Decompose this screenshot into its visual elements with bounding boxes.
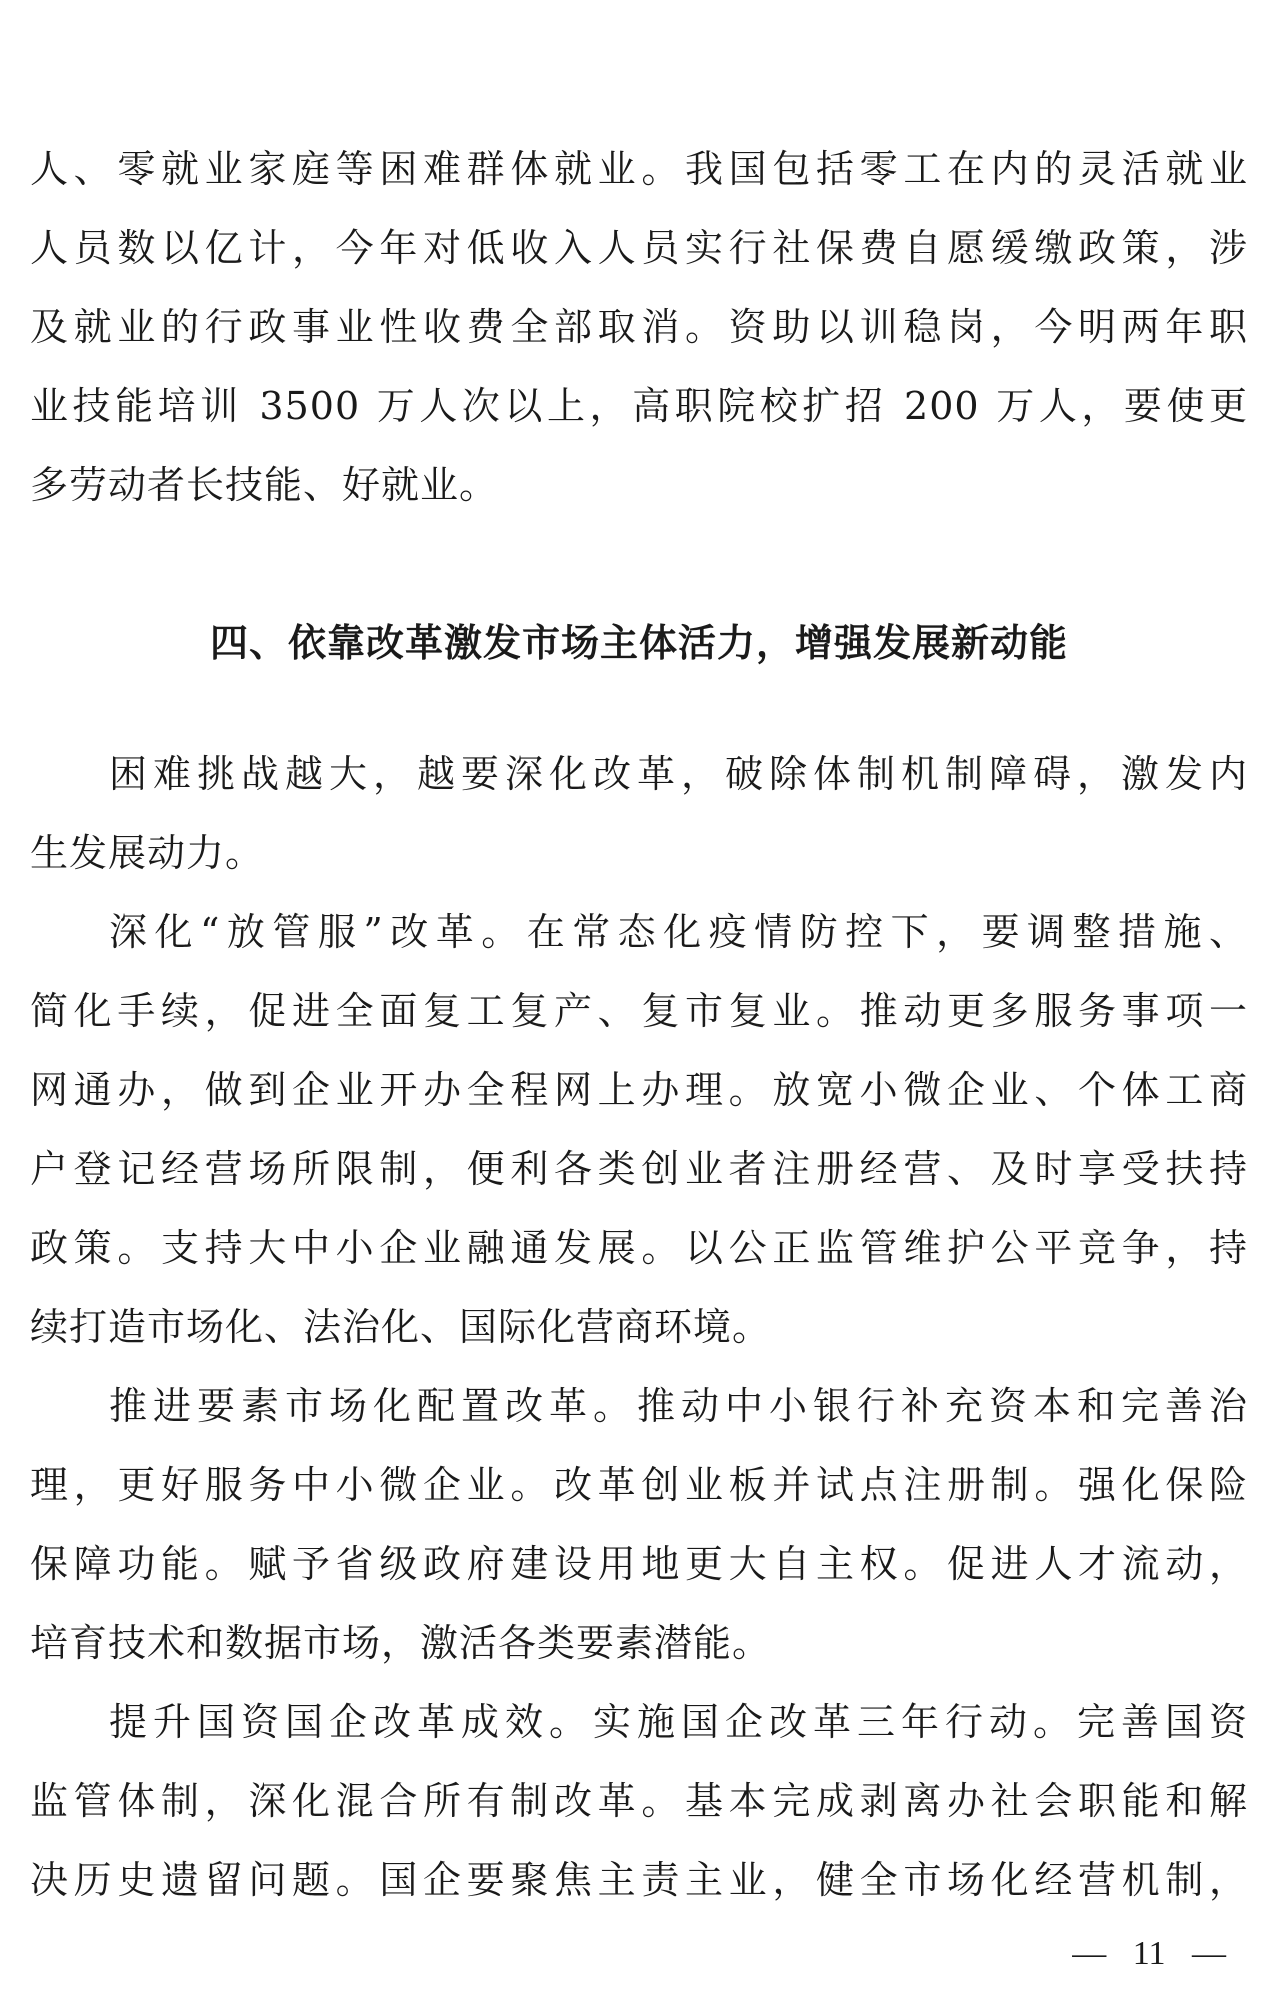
text-line: 决历史遗留问题。国企要聚焦主责主业，健全市场化经营机制， [30, 1858, 1248, 1902]
text-line: 网通办，做到企业开办全程网上办理。放宽小微企业、个体工商 [30, 1068, 1248, 1112]
page-number: 11 [1132, 1935, 1166, 1972]
paragraph-soe-reform [30, 1683, 1248, 1920]
footer-dash-right: — [1192, 1935, 1226, 1972]
text-line: 推进要素市场化配置改革。推动中小银行补充资本和完善治 [109, 1384, 1248, 1428]
paragraph-employment-continued [30, 130, 1248, 525]
text-line: 及就业的行政事业性收费全部取消。资助以训稳岗，今明两年职 [30, 305, 1248, 349]
text-line: 保障功能。赋予省级政府建设用地更大自主权。促进人才流动， [30, 1542, 1248, 1586]
section-heading: 四、依靠改革激发市场主体活力，增强发展新动能 [209, 621, 1068, 665]
paragraph-fangguanfu [30, 893, 1248, 1367]
text-line: 人员数以亿计，今年对低收入人员实行社保费自愿缓缴政策，涉 [30, 226, 1248, 270]
text-line: 多劳动者长技能、好就业。 [30, 463, 499, 507]
text-line: 业技能培训 3500 万人次以上，高职院校扩招 200 万人，要使更 [30, 384, 1248, 428]
text-line: 生发展动力。 [30, 831, 265, 875]
text-line: 人、零就业家庭等困难群体就业。我国包括零工在内的灵活就业 [30, 147, 1248, 191]
text-line: 提升国资国企改革成效。实施国企改革三年行动。完善国资 [109, 1700, 1248, 1744]
text-line: 政策。支持大中小企业融通发展。以公正监管维护公平竞争，持 [30, 1226, 1248, 1270]
paragraph-factor-market [30, 1367, 1248, 1683]
text-line: 培育技术和数据市场，激活各类要素潜能。 [30, 1621, 772, 1665]
text-line: 户登记经营场所限制，便利各类创业者注册经营、及时享受扶持 [30, 1147, 1248, 1191]
text-line: 理，更好服务中小微企业。改革创业板并试点注册制。强化保险 [30, 1463, 1248, 1507]
document-page [30, 130, 1248, 1920]
page-footer [0, 1935, 1278, 1973]
text-line: 深化“放管服”改革。在常态化疫情防控下，要调整措施、 [109, 910, 1248, 954]
text-line: 困难挑战越大，越要深化改革，破除体制机制障碍，激发内 [109, 752, 1248, 796]
text-line: 续打造市场化、法治化、国际化营商环境。 [30, 1305, 772, 1349]
footer-dash-left: — [1072, 1935, 1107, 1972]
paragraph-intro [30, 735, 1248, 893]
text-line: 监管体制，深化混合所有制改革。基本完成剥离办社会职能和解 [30, 1779, 1248, 1823]
text-line: 简化手续，促进全面复工复产、复市复业。推动更多服务事项一 [30, 989, 1248, 1033]
